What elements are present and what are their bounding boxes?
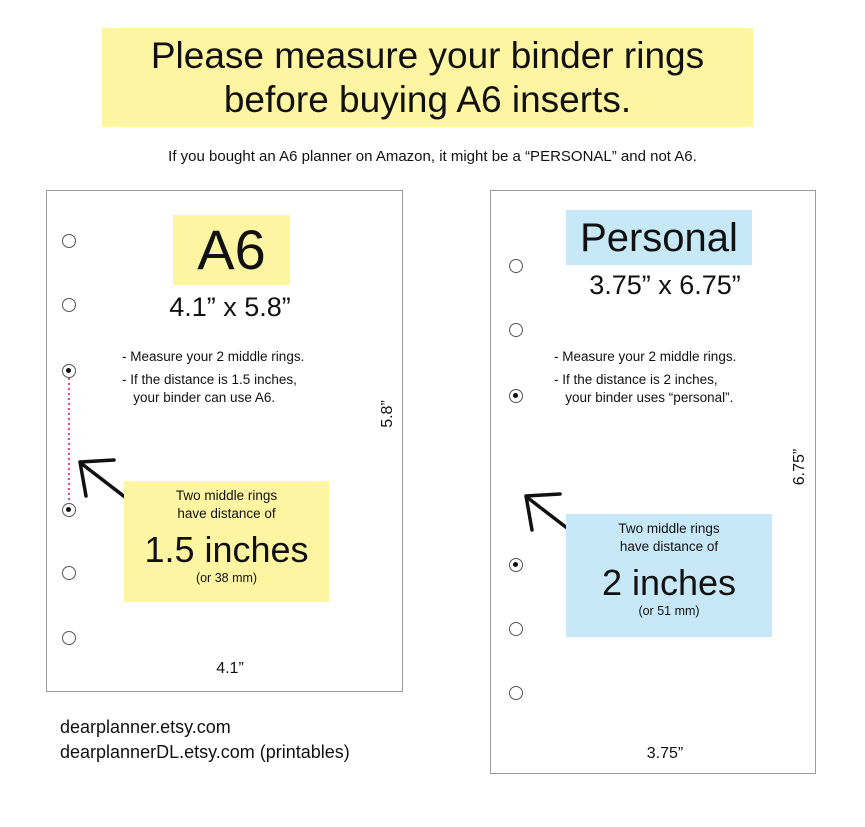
a6-width-label: 4.1” <box>216 660 244 677</box>
a6-height-label: 5.8” <box>379 400 396 428</box>
shop-links <box>60 715 420 765</box>
a6-ring-distance-mm: (or 38 mm) <box>195 571 258 585</box>
personal-instructions <box>554 345 804 409</box>
personal-box-line-2: have distance of <box>619 539 719 554</box>
a6-box-line-1: Two middle rings <box>175 488 278 503</box>
ring-hole-icon <box>509 259 523 273</box>
middle-ring-hole-icon <box>509 558 523 572</box>
ring-hole-icon <box>509 622 523 636</box>
personal-ring-distance-mm: (or 51 mm) <box>638 604 700 618</box>
subtitle: If you bought an A6 planner on Amazon, it might be a “PERSONAL” and not A6. <box>168 148 697 165</box>
personal-note-3: your binder uses “personal”. <box>554 390 734 405</box>
personal-height-label: 6.75” <box>791 448 808 486</box>
a6-note-1: - Measure your 2 middle rings. <box>122 349 305 364</box>
headline-line-1: Please measure your binder rings <box>150 34 705 76</box>
personal-distance-box <box>566 514 772 637</box>
a6-distance-box <box>124 481 329 602</box>
personal-ring-distance: 2 inches <box>601 562 737 603</box>
ring-hole-icon <box>509 686 523 700</box>
personal-box-line-1: Two middle rings <box>618 521 720 536</box>
a6-note-2: - If the distance is 1.5 inches, <box>122 372 297 387</box>
a6-instructions <box>122 345 372 409</box>
shop-link-printables[interactable]: dearplannerDL.etsy.com (printables) <box>60 742 350 762</box>
middle-ring-hole-icon <box>509 389 523 403</box>
a6-dimensions: 4.1” x 5.8” <box>169 292 291 322</box>
ring-hole-icon <box>509 323 523 337</box>
personal-note-2: - If the distance is 2 inches, <box>554 372 718 387</box>
personal-width-label: 3.75” <box>646 745 684 762</box>
a6-note-3: your binder can use A6. <box>122 390 276 405</box>
personal-note-1: - Measure your 2 middle rings. <box>554 349 737 364</box>
shop-link-etsy[interactable]: dearplanner.etsy.com <box>60 717 231 737</box>
a6-ring-distance: 1.5 inches <box>144 529 309 570</box>
headline-line-2: before buying A6 inserts. <box>223 78 632 120</box>
a6-box-line-2: have distance of <box>177 506 276 521</box>
a6-title: A6 <box>197 218 266 281</box>
personal-title: Personal <box>580 216 738 260</box>
personal-dimensions: 3.75” x 6.75” <box>589 270 741 300</box>
